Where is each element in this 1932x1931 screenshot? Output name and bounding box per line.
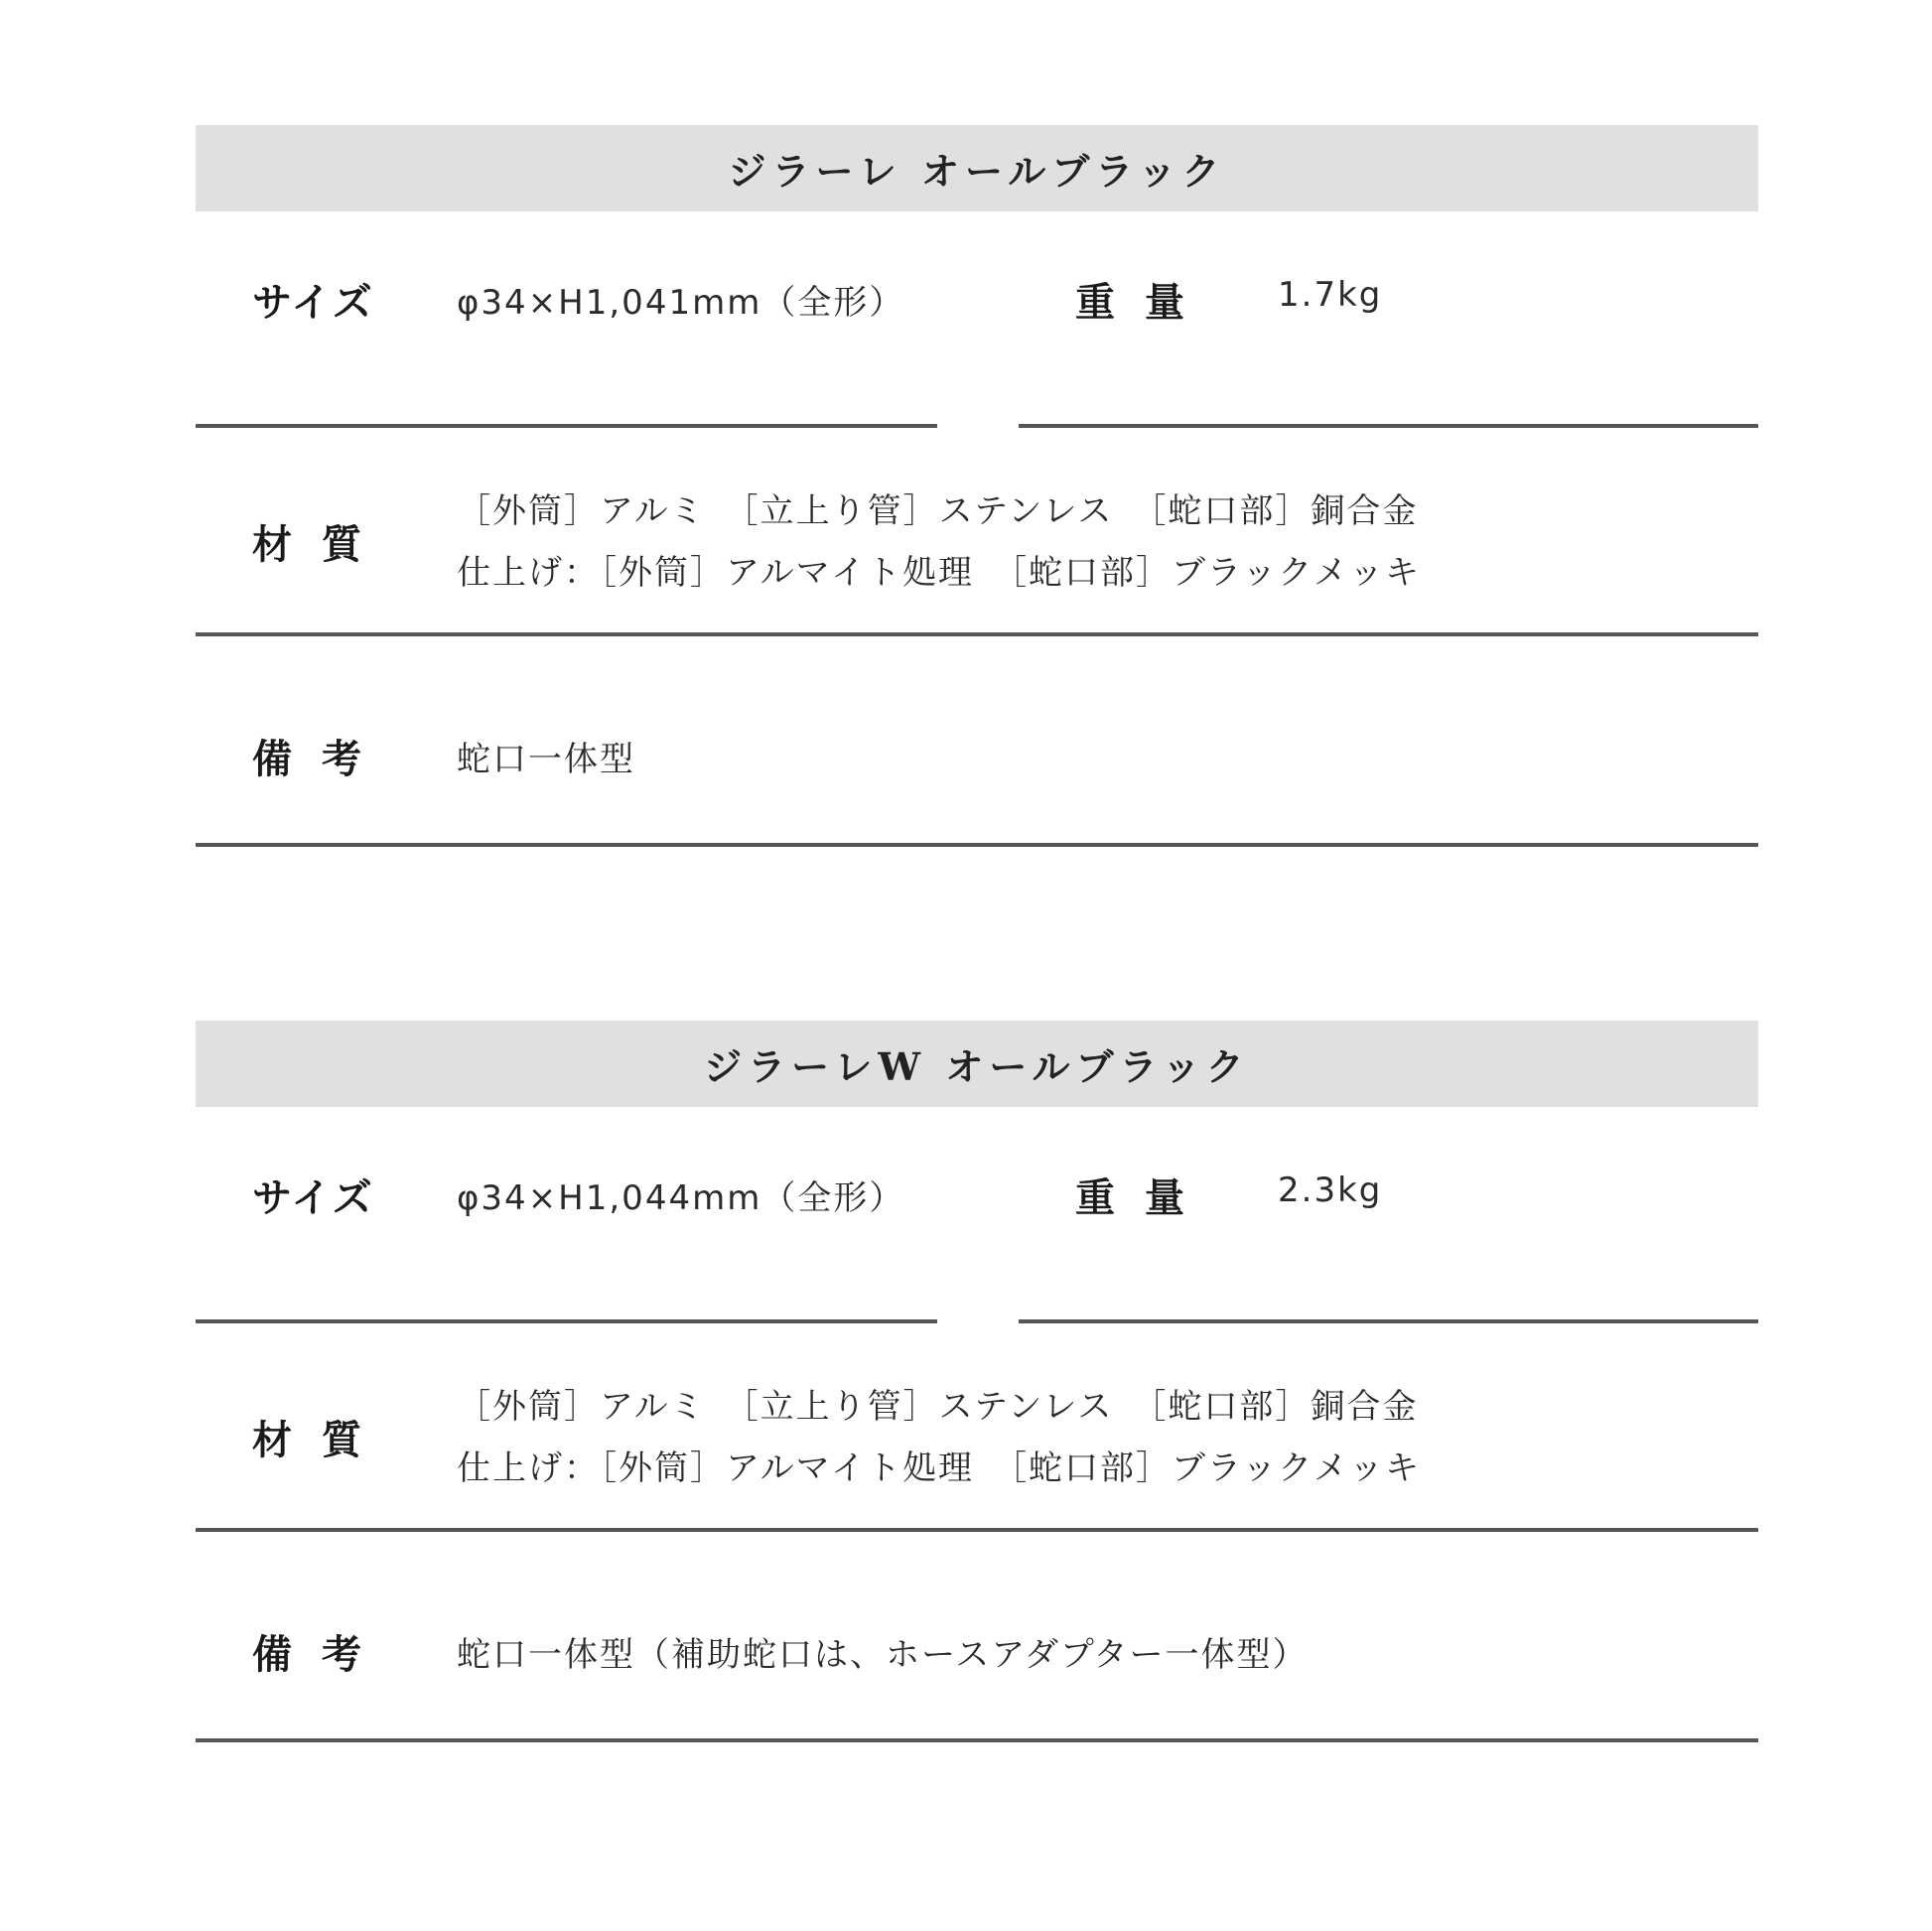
size-label: サイズ bbox=[252, 280, 374, 326]
product-spec-2 bbox=[196, 1021, 1758, 1742]
remarks-value: 蛇口一体型 bbox=[457, 740, 635, 779]
product-title: ジラーレ オールブラック bbox=[728, 149, 1226, 194]
remarks-row bbox=[196, 636, 1758, 847]
size-weight-row bbox=[196, 1107, 1758, 1323]
remarks-label: 備考 bbox=[252, 737, 391, 782]
remarks-label: 備考 bbox=[252, 1632, 391, 1678]
weight-value: 1.7kg bbox=[1278, 275, 1383, 315]
remarks-value: 蛇口一体型（補助蛇口は、ホースアダプター一体型） bbox=[457, 1635, 1309, 1675]
product-title-bar bbox=[196, 125, 1758, 211]
product-title-bar bbox=[196, 1021, 1758, 1107]
weight-value: 2.3kg bbox=[1278, 1171, 1383, 1210]
size-weight-row bbox=[196, 211, 1758, 428]
material-row bbox=[196, 428, 1758, 636]
material-line-1: ［外筒］アルミ ［立上り管］ステンレス ［蛇口部］銅合金 bbox=[457, 491, 1419, 531]
size-value: φ34×H1,044mm（全形） bbox=[457, 1178, 905, 1218]
material-row bbox=[196, 1323, 1758, 1532]
material-line-2: 仕上げ：［外筒］アルマイト処理 ［蛇口部］ブラックメッキ bbox=[457, 553, 1421, 593]
divider bbox=[196, 1738, 1758, 1742]
product-spec-1 bbox=[196, 125, 1758, 847]
weight-label: 重量 bbox=[1075, 1175, 1214, 1221]
material-label: 材質 bbox=[252, 522, 391, 568]
size-value: φ34×H1,041mm（全形） bbox=[457, 283, 905, 323]
weight-label: 重量 bbox=[1075, 280, 1214, 326]
divider bbox=[196, 843, 1758, 847]
size-label: サイズ bbox=[252, 1175, 374, 1221]
material-line-1: ［外筒］アルミ ［立上り管］ステンレス ［蛇口部］銅合金 bbox=[457, 1387, 1419, 1427]
material-label: 材質 bbox=[252, 1418, 391, 1463]
remarks-row bbox=[196, 1532, 1758, 1742]
material-line-2: 仕上げ：［外筒］アルマイト処理 ［蛇口部］ブラックメッキ bbox=[457, 1448, 1421, 1488]
product-title: ジラーレW オールブラック bbox=[704, 1044, 1250, 1089]
